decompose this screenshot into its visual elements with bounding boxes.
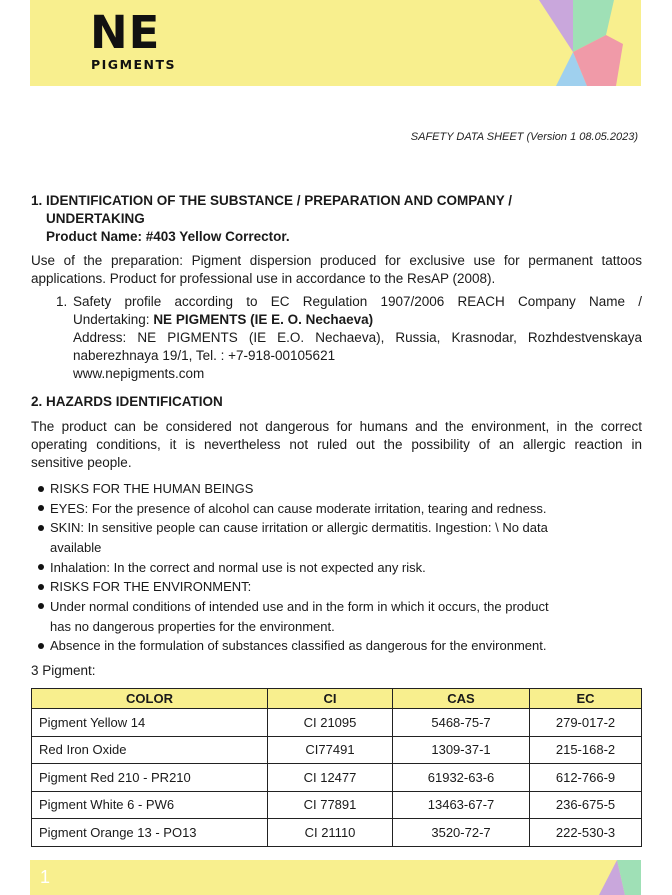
item-number: 1.	[56, 294, 68, 309]
bullet-icon	[38, 603, 44, 609]
cell-color: Pigment White 6 - PW6	[32, 791, 268, 819]
cell-ci: CI77491	[268, 736, 393, 764]
bullet-icon	[38, 505, 44, 511]
product-name: Product Name: #403 Yellow Corrector.	[46, 229, 290, 244]
item-line2	[73, 311, 373, 330]
hazard-intro-line2: operating conditions, it is nevertheless not ruled out the possibility of an allergic reaction in	[31, 437, 642, 452]
bullet-icon	[38, 643, 44, 649]
pigment-table	[31, 688, 642, 847]
table-header-row	[32, 689, 642, 709]
footer-shapes	[581, 860, 641, 895]
cell-ec: 215-168-2	[530, 736, 642, 764]
use-line1: Use of the preparation: Pigment dispersion produced for exclusive use for permanent tattoos	[31, 253, 642, 268]
table-row	[32, 791, 642, 819]
logo-main-text: NE	[90, 6, 161, 59]
cell-ci: CI 21110	[268, 819, 393, 847]
cell-cas: 61932-63-6	[393, 764, 530, 792]
list-item: Absence in the formulation of substances classified as dangerous for the environment.	[38, 636, 549, 656]
table-row	[32, 709, 642, 737]
cell-cas: 3520-72-7	[393, 819, 530, 847]
item-address: Address: NE PIGMENTS (IE E.O. Nechaeva), Russia, Krasnodar, Rozhdestvenskaya	[73, 330, 642, 345]
bullet-icon	[38, 486, 44, 492]
website-link[interactable]: www.nepigments.com	[73, 366, 205, 381]
decorative-shapes	[511, 0, 641, 86]
cell-color: Red Iron Oxide	[32, 736, 268, 764]
header-cas: CAS	[393, 689, 530, 709]
page-number: 1	[40, 867, 51, 887]
cell-cas: 5468-75-7	[393, 709, 530, 737]
hazard-intro-line1: The product can be considered not dangerous for humans and the environment, in the correct	[31, 419, 642, 434]
section-2-title: 2. HAZARDS IDENTIFICATION	[31, 394, 223, 409]
list-item: Inhalation: In the correct and normal use is not expected any risk.	[38, 558, 549, 578]
item-line1: Safety profile according to EC Regulation 1907/2006 REACH Company Name /	[73, 294, 642, 309]
cell-ci: CI 21095	[268, 709, 393, 737]
bullet-icon	[38, 525, 44, 531]
section-1-title-line1: 1. IDENTIFICATION OF THE SUBSTANCE / PREPARATION AND COMPANY /	[31, 193, 513, 208]
cell-color: Pigment Orange 13 - PO13	[32, 819, 268, 847]
list-item: RISKS FOR THE ENVIRONMENT:	[38, 577, 549, 597]
cell-ec: 236-675-5	[530, 791, 642, 819]
footer-band	[30, 860, 641, 895]
cell-ci: CI 12477	[268, 764, 393, 792]
cell-ec: 222-530-3	[530, 819, 642, 847]
list-item-continuation: has no dangerous properties for the environment.	[50, 618, 335, 634]
sheet-version: SAFETY DATA SHEET (Version 1 08.05.2023)	[410, 131, 638, 143]
cell-color: Pigment Yellow 14	[32, 709, 268, 737]
bullet-icon	[38, 564, 44, 570]
cell-color: Pigment Red 210 - PR210	[32, 764, 268, 792]
table-row	[32, 764, 642, 792]
bullet-icon	[38, 584, 44, 590]
cell-ec: 279-017-2	[530, 709, 642, 737]
cell-cas: 1309-37-1	[393, 736, 530, 764]
company-name: NE PIGMENTS (IE E. O. Nechaeva)	[153, 312, 374, 327]
use-line2: applications. Product for professional use in accordance to the ResAP (2008).	[31, 271, 496, 286]
hazard-intro-line3: sensitive people.	[31, 455, 132, 470]
list-item: Under normal conditions of intended use and in the form in which it occurs, the product	[38, 597, 549, 617]
cell-cas: 13463-67-7	[393, 791, 530, 819]
cell-ec: 612-766-9	[530, 764, 642, 792]
cell-ci: CI 77891	[268, 791, 393, 819]
list-item: RISKS FOR THE HUMAN BEINGS	[38, 479, 549, 499]
pigment-label: 3 Pigment:	[31, 663, 96, 678]
list-item-continuation: available	[50, 540, 102, 555]
header-ci: CI	[268, 689, 393, 709]
list-item: SKIN: In sensitive people can cause irritation or allergic dermatitis. Ingestion: \ No data	[38, 518, 549, 538]
section-1-title-line2: UNDERTAKING	[46, 211, 145, 226]
item-address-cont: naberezhnaya 19/1, Tel. : +7-918-00105621	[73, 348, 336, 363]
table-row	[32, 736, 642, 764]
header-ec: EC	[530, 689, 642, 709]
list-item: EYES: For the presence of alcohol can cause moderate irritation, tearing and redness.	[38, 499, 549, 519]
logo-sub-text: PIGMENTS	[91, 57, 177, 72]
header-color: COLOR	[32, 689, 268, 709]
hazard-list	[38, 479, 549, 656]
table-row	[32, 819, 642, 847]
header-band	[30, 0, 641, 86]
item-line2-prefix: Undertaking:	[73, 312, 150, 327]
